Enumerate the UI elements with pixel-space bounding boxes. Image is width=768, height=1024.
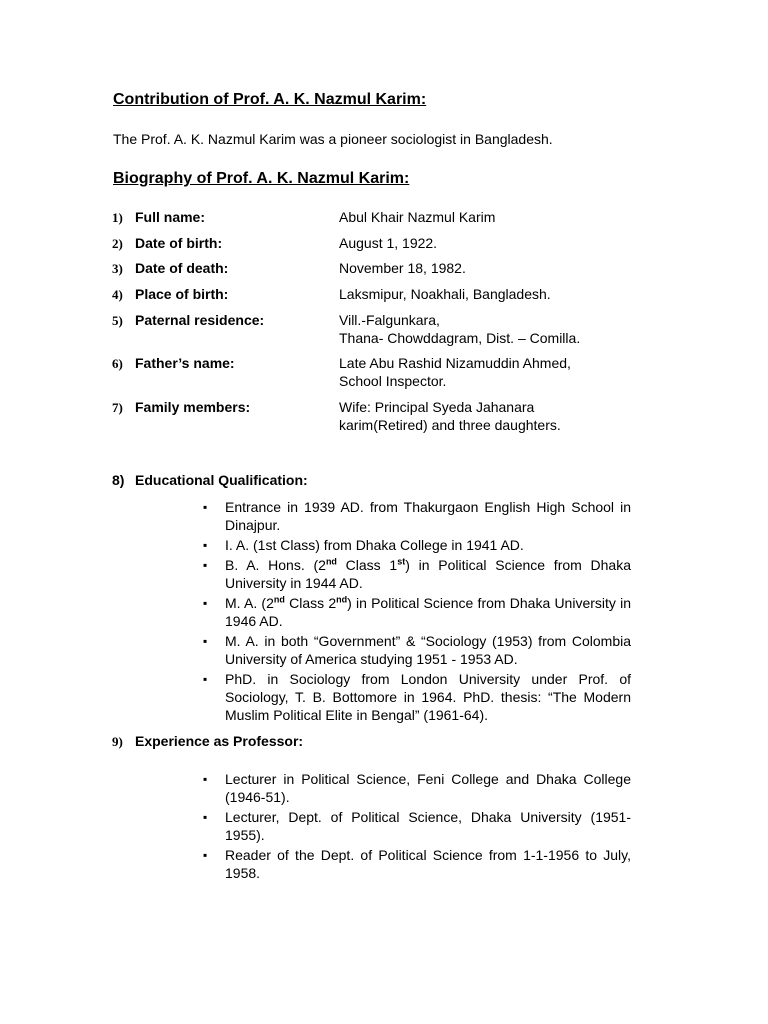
education-item: ▪ I. A. (1st Class) from Dhaka College in 1941 AD. bbox=[201, 536, 631, 554]
experience-list bbox=[201, 770, 631, 882]
contribution-heading: Contribution of Prof. A. K. Nazmul Karim: bbox=[113, 91, 427, 108]
field-value-date-of-death: November 18, 1982. bbox=[339, 260, 466, 276]
field-value-full-name: Abul Khair Nazmul Karim bbox=[339, 209, 496, 225]
field-label-paternal-residence: Paternal residence: bbox=[135, 312, 265, 328]
field-label-fathers-name: Father’s name: bbox=[135, 355, 235, 371]
contribution-text: The Prof. A. K. Nazmul Karim was a pioneer sociologist in Bangladesh. bbox=[113, 131, 553, 147]
experience-item: ▪ Lecturer in Political Science, Feni College and Dhaka College (1946-51). bbox=[201, 770, 631, 806]
field-number: 7) bbox=[112, 400, 123, 415]
field-number: 3) bbox=[112, 261, 123, 276]
section-number: 8) bbox=[112, 472, 125, 488]
field-number: 4) bbox=[112, 287, 123, 302]
field-value-date-of-birth: August 1, 1922. bbox=[339, 235, 438, 251]
field-label-date-of-death: Date of death: bbox=[135, 260, 229, 276]
field-value-place-of-birth: Laksmipur, Noakhali, Bangladesh. bbox=[339, 286, 551, 302]
education-item: ▪ M. A. in both “Government” & “Sociology (1953) from Colombia University of America studying 1951 - 1953 AD. bbox=[201, 632, 631, 668]
experience-item: ▪ Lecturer, Dept. of Political Science, Dhaka University (1951-1955). bbox=[201, 808, 631, 844]
education-item: ▪ PhD. in Sociology from London University under Prof. of Sociology, T. B. Bottomore in 1964. PhD. thesis: “The Modern Muslim Political Elite in Bengal” (1961-64). bbox=[201, 670, 631, 724]
section-number: 9) bbox=[112, 734, 123, 749]
field-value-fathers-name: Late Abu Rashid Nizamuddin Ahmed, School Inspector. bbox=[339, 355, 571, 389]
field-number: 2) bbox=[112, 236, 123, 251]
education-item: ▪ Entrance in 1939 AD. from Thakurgaon English High School in Dinajpur. bbox=[201, 498, 631, 534]
biography-heading: Biography of Prof. A. K. Nazmul Karim: bbox=[113, 170, 410, 187]
field-number: 1) bbox=[112, 210, 123, 225]
field-value-paternal-residence: Vill.-Falgunkara, Thana- Chowddagram, Dist. – Comilla. bbox=[339, 312, 581, 346]
field-label-place-of-birth: Place of birth: bbox=[135, 286, 229, 302]
field-label-date-of-birth: Date of birth: bbox=[135, 235, 223, 251]
field-value-family-members: Wife: Principal Syeda Jahanara karim(Retired) and three daughters. bbox=[339, 399, 561, 433]
field-label-family-members: Family members: bbox=[135, 399, 251, 415]
experience-item: ▪ Reader of the Dept. of Political Science from 1-1-1956 to July, 1958. bbox=[201, 846, 631, 882]
field-number: 5) bbox=[112, 313, 123, 328]
field-label-full-name: Full name: bbox=[135, 209, 206, 225]
education-list bbox=[201, 498, 631, 724]
experience-heading: Experience as Professor: bbox=[135, 733, 304, 749]
education-item: ▪ M. A. (2nd Class 2nd) in Political Science from Dhaka University in 1946 AD. bbox=[201, 594, 631, 630]
education-item: ▪ B. A. Hons. (2nd Class 1st) in Political Science from Dhaka University in 1944 AD. bbox=[201, 556, 631, 592]
education-heading: Educational Qualification: bbox=[135, 472, 308, 488]
field-number: 6) bbox=[112, 356, 123, 371]
